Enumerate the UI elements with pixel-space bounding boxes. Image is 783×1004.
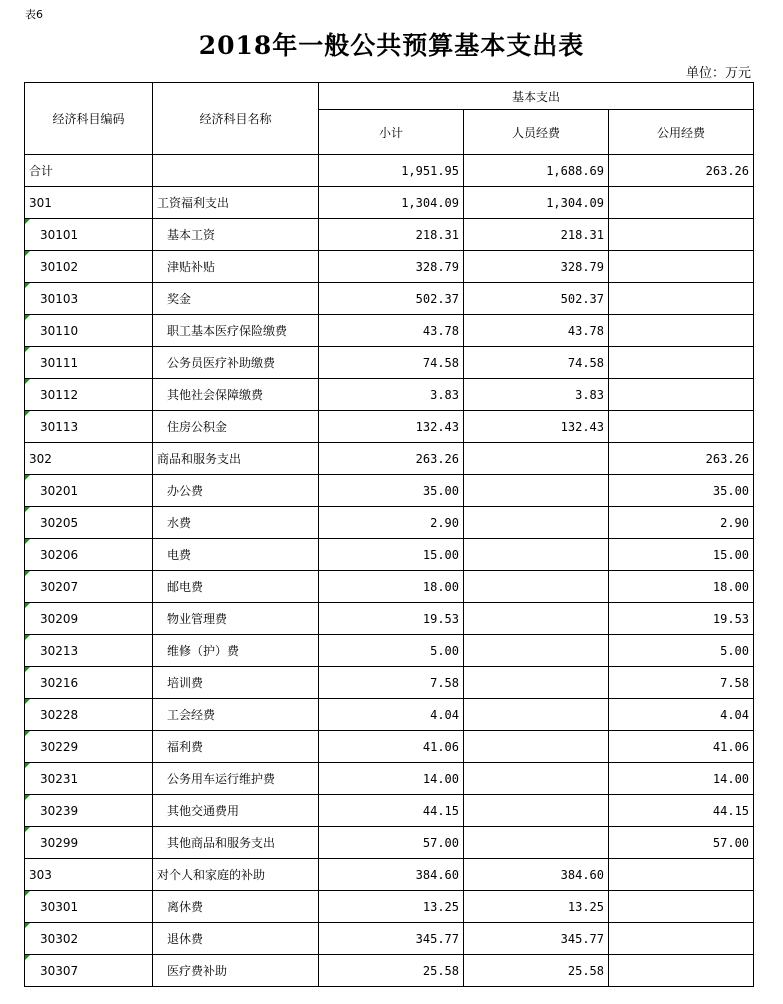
- row-subtotal-cell: 35.00: [319, 475, 464, 507]
- row-public-cell: [609, 891, 754, 923]
- row-personnel-cell: 502.37: [464, 283, 609, 315]
- table-row: [25, 539, 754, 571]
- row-name-cell: 公务员医疗补助缴费: [153, 347, 319, 379]
- row-public-cell: 14.00: [609, 763, 754, 795]
- row-name-cell: 物业管理费: [153, 603, 319, 635]
- row-code-cell: 30213: [25, 635, 153, 667]
- row-subtotal-cell: 7.58: [319, 667, 464, 699]
- row-code-cell: 30111: [25, 347, 153, 379]
- row-personnel-cell: 3.83: [464, 379, 609, 411]
- row-name-cell: 医疗费补助: [153, 955, 319, 987]
- row-code-cell: 30228: [25, 699, 153, 731]
- table-row: [25, 667, 754, 699]
- row-code-cell: 30229: [25, 731, 153, 763]
- row-code-cell: 303: [25, 859, 153, 891]
- row-name-cell: 基本工资: [153, 219, 319, 251]
- row-personnel-cell: 384.60: [464, 859, 609, 891]
- row-personnel-cell: 74.58: [464, 347, 609, 379]
- row-public-cell: 35.00: [609, 475, 754, 507]
- row-name-cell: [153, 155, 319, 187]
- header-row-top: [25, 83, 754, 110]
- row-code-cell: 30239: [25, 795, 153, 827]
- row-subtotal-cell: 43.78: [319, 315, 464, 347]
- row-name-cell: 商品和服务支出: [153, 443, 319, 475]
- row-name-cell: 办公费: [153, 475, 319, 507]
- row-code-cell: 302: [25, 443, 153, 475]
- row-name-cell: 电费: [153, 539, 319, 571]
- row-personnel-cell: [464, 763, 609, 795]
- row-personnel-cell: [464, 571, 609, 603]
- header-basic-expenditure: 基本支出: [319, 83, 754, 110]
- row-subtotal-cell: 5.00: [319, 635, 464, 667]
- row-subtotal-cell: 44.15: [319, 795, 464, 827]
- row-name-cell: 离休费: [153, 891, 319, 923]
- row-public-cell: 4.04: [609, 699, 754, 731]
- row-name-cell: 其他商品和服务支出: [153, 827, 319, 859]
- row-personnel-cell: 1,304.09: [464, 187, 609, 219]
- table-row: [25, 859, 754, 891]
- row-subtotal-cell: 15.00: [319, 539, 464, 571]
- table-row: [25, 507, 754, 539]
- row-name-cell: 培训费: [153, 667, 319, 699]
- row-name-cell: 职工基本医疗保险缴费: [153, 315, 319, 347]
- row-name-cell: 其他交通费用: [153, 795, 319, 827]
- row-public-cell: [609, 923, 754, 955]
- row-name-cell: 福利费: [153, 731, 319, 763]
- row-code-cell: 30301: [25, 891, 153, 923]
- row-personnel-cell: [464, 795, 609, 827]
- row-public-cell: 5.00: [609, 635, 754, 667]
- row-subtotal-cell: 57.00: [319, 827, 464, 859]
- table-row: [25, 379, 754, 411]
- row-personnel-cell: [464, 539, 609, 571]
- table-row: [25, 795, 754, 827]
- row-name-cell: 水费: [153, 507, 319, 539]
- row-name-cell: 公务用车运行维护费: [153, 763, 319, 795]
- row-name-cell: 邮电费: [153, 571, 319, 603]
- row-public-cell: 263.26: [609, 155, 754, 187]
- row-public-cell: 15.00: [609, 539, 754, 571]
- row-name-cell: 津贴补贴: [153, 251, 319, 283]
- row-subtotal-cell: 132.43: [319, 411, 464, 443]
- header-code: 经济科目编码: [25, 83, 153, 155]
- row-public-cell: [609, 283, 754, 315]
- row-name-cell: 工资福利支出: [153, 187, 319, 219]
- row-public-cell: [609, 379, 754, 411]
- table-row: [25, 699, 754, 731]
- row-public-cell: 57.00: [609, 827, 754, 859]
- row-code-cell: 30112: [25, 379, 153, 411]
- row-code-cell: 30201: [25, 475, 153, 507]
- row-code-cell: 30110: [25, 315, 153, 347]
- table-row: [25, 603, 754, 635]
- row-personnel-cell: 25.58: [464, 955, 609, 987]
- table-row: [25, 219, 754, 251]
- table-row: [25, 155, 754, 187]
- row-personnel-cell: 345.77: [464, 923, 609, 955]
- table-row: [25, 955, 754, 987]
- row-name-cell: 维修（护）费: [153, 635, 319, 667]
- row-subtotal-cell: 345.77: [319, 923, 464, 955]
- row-code-cell: 30102: [25, 251, 153, 283]
- row-subtotal-cell: 1,951.95: [319, 155, 464, 187]
- row-personnel-cell: [464, 507, 609, 539]
- row-personnel-cell: 43.78: [464, 315, 609, 347]
- header-public: 公用经费: [609, 110, 754, 155]
- row-personnel-cell: 328.79: [464, 251, 609, 283]
- table-row: [25, 635, 754, 667]
- row-subtotal-cell: 25.58: [319, 955, 464, 987]
- table-row: [25, 315, 754, 347]
- table-row: [25, 827, 754, 859]
- row-personnel-cell: [464, 475, 609, 507]
- row-subtotal-cell: 41.06: [319, 731, 464, 763]
- row-subtotal-cell: 1,304.09: [319, 187, 464, 219]
- row-code-cell: 30205: [25, 507, 153, 539]
- header-subtotal: 小计: [319, 110, 464, 155]
- row-name-cell: 对个人和家庭的补助: [153, 859, 319, 891]
- row-public-cell: 44.15: [609, 795, 754, 827]
- table-row: [25, 731, 754, 763]
- unit-label: 单位：万元: [685, 66, 751, 81]
- row-public-cell: 2.90: [609, 507, 754, 539]
- table-row: [25, 923, 754, 955]
- row-name-cell: 其他社会保障缴费: [153, 379, 319, 411]
- row-public-cell: 7.58: [609, 667, 754, 699]
- row-subtotal-cell: 3.83: [319, 379, 464, 411]
- row-code-cell: 30113: [25, 411, 153, 443]
- row-public-cell: [609, 955, 754, 987]
- row-code-cell: 30206: [25, 539, 153, 571]
- row-subtotal-cell: 19.53: [319, 603, 464, 635]
- row-subtotal-cell: 263.26: [319, 443, 464, 475]
- row-subtotal-cell: 384.60: [319, 859, 464, 891]
- table-row: [25, 443, 754, 475]
- row-public-cell: [609, 859, 754, 891]
- row-code-cell: 30299: [25, 827, 153, 859]
- page-title: 2018年一般公共预算基本支出表: [198, 31, 585, 60]
- row-name-cell: 住房公积金: [153, 411, 319, 443]
- table-row: [25, 411, 754, 443]
- row-subtotal-cell: 14.00: [319, 763, 464, 795]
- row-subtotal-cell: 328.79: [319, 251, 464, 283]
- row-public-cell: [609, 219, 754, 251]
- table-row: [25, 283, 754, 315]
- row-code-cell: 30307: [25, 955, 153, 987]
- row-personnel-cell: [464, 667, 609, 699]
- table-row: [25, 251, 754, 283]
- row-personnel-cell: [464, 443, 609, 475]
- budget-table: [24, 82, 754, 987]
- row-public-cell: [609, 187, 754, 219]
- row-subtotal-cell: 502.37: [319, 283, 464, 315]
- row-code-cell: 30103: [25, 283, 153, 315]
- row-personnel-cell: 218.31: [464, 219, 609, 251]
- table-body: [25, 155, 754, 987]
- row-subtotal-cell: 13.25: [319, 891, 464, 923]
- row-code-cell: 30302: [25, 923, 153, 955]
- table-row: [25, 571, 754, 603]
- row-subtotal-cell: 218.31: [319, 219, 464, 251]
- row-code-cell: 301: [25, 187, 153, 219]
- row-personnel-cell: [464, 731, 609, 763]
- row-code-cell: 30209: [25, 603, 153, 635]
- row-code-cell: 30231: [25, 763, 153, 795]
- table-row: [25, 763, 754, 795]
- row-public-cell: 19.53: [609, 603, 754, 635]
- row-public-cell: [609, 347, 754, 379]
- row-personnel-cell: [464, 827, 609, 859]
- row-subtotal-cell: 18.00: [319, 571, 464, 603]
- table-row: [25, 347, 754, 379]
- row-public-cell: [609, 251, 754, 283]
- row-code-cell: 合计: [25, 155, 153, 187]
- table-row: [25, 187, 754, 219]
- table-row: [25, 891, 754, 923]
- row-subtotal-cell: 74.58: [319, 347, 464, 379]
- row-public-cell: [609, 411, 754, 443]
- row-personnel-cell: [464, 635, 609, 667]
- row-code-cell: 30216: [25, 667, 153, 699]
- table-number-label: 表6: [25, 8, 43, 21]
- row-personnel-cell: 132.43: [464, 411, 609, 443]
- row-name-cell: 退休费: [153, 923, 319, 955]
- table-row: [25, 475, 754, 507]
- row-public-cell: 18.00: [609, 571, 754, 603]
- row-personnel-cell: [464, 603, 609, 635]
- row-name-cell: 工会经费: [153, 699, 319, 731]
- row-subtotal-cell: 4.04: [319, 699, 464, 731]
- header-personnel: 人员经费: [464, 110, 609, 155]
- row-code-cell: 30101: [25, 219, 153, 251]
- row-public-cell: [609, 315, 754, 347]
- row-subtotal-cell: 2.90: [319, 507, 464, 539]
- row-personnel-cell: 1,688.69: [464, 155, 609, 187]
- row-public-cell: 41.06: [609, 731, 754, 763]
- header-name: 经济科目名称: [153, 83, 319, 155]
- row-personnel-cell: [464, 699, 609, 731]
- row-personnel-cell: 13.25: [464, 891, 609, 923]
- row-code-cell: 30207: [25, 571, 153, 603]
- row-public-cell: 263.26: [609, 443, 754, 475]
- row-name-cell: 奖金: [153, 283, 319, 315]
